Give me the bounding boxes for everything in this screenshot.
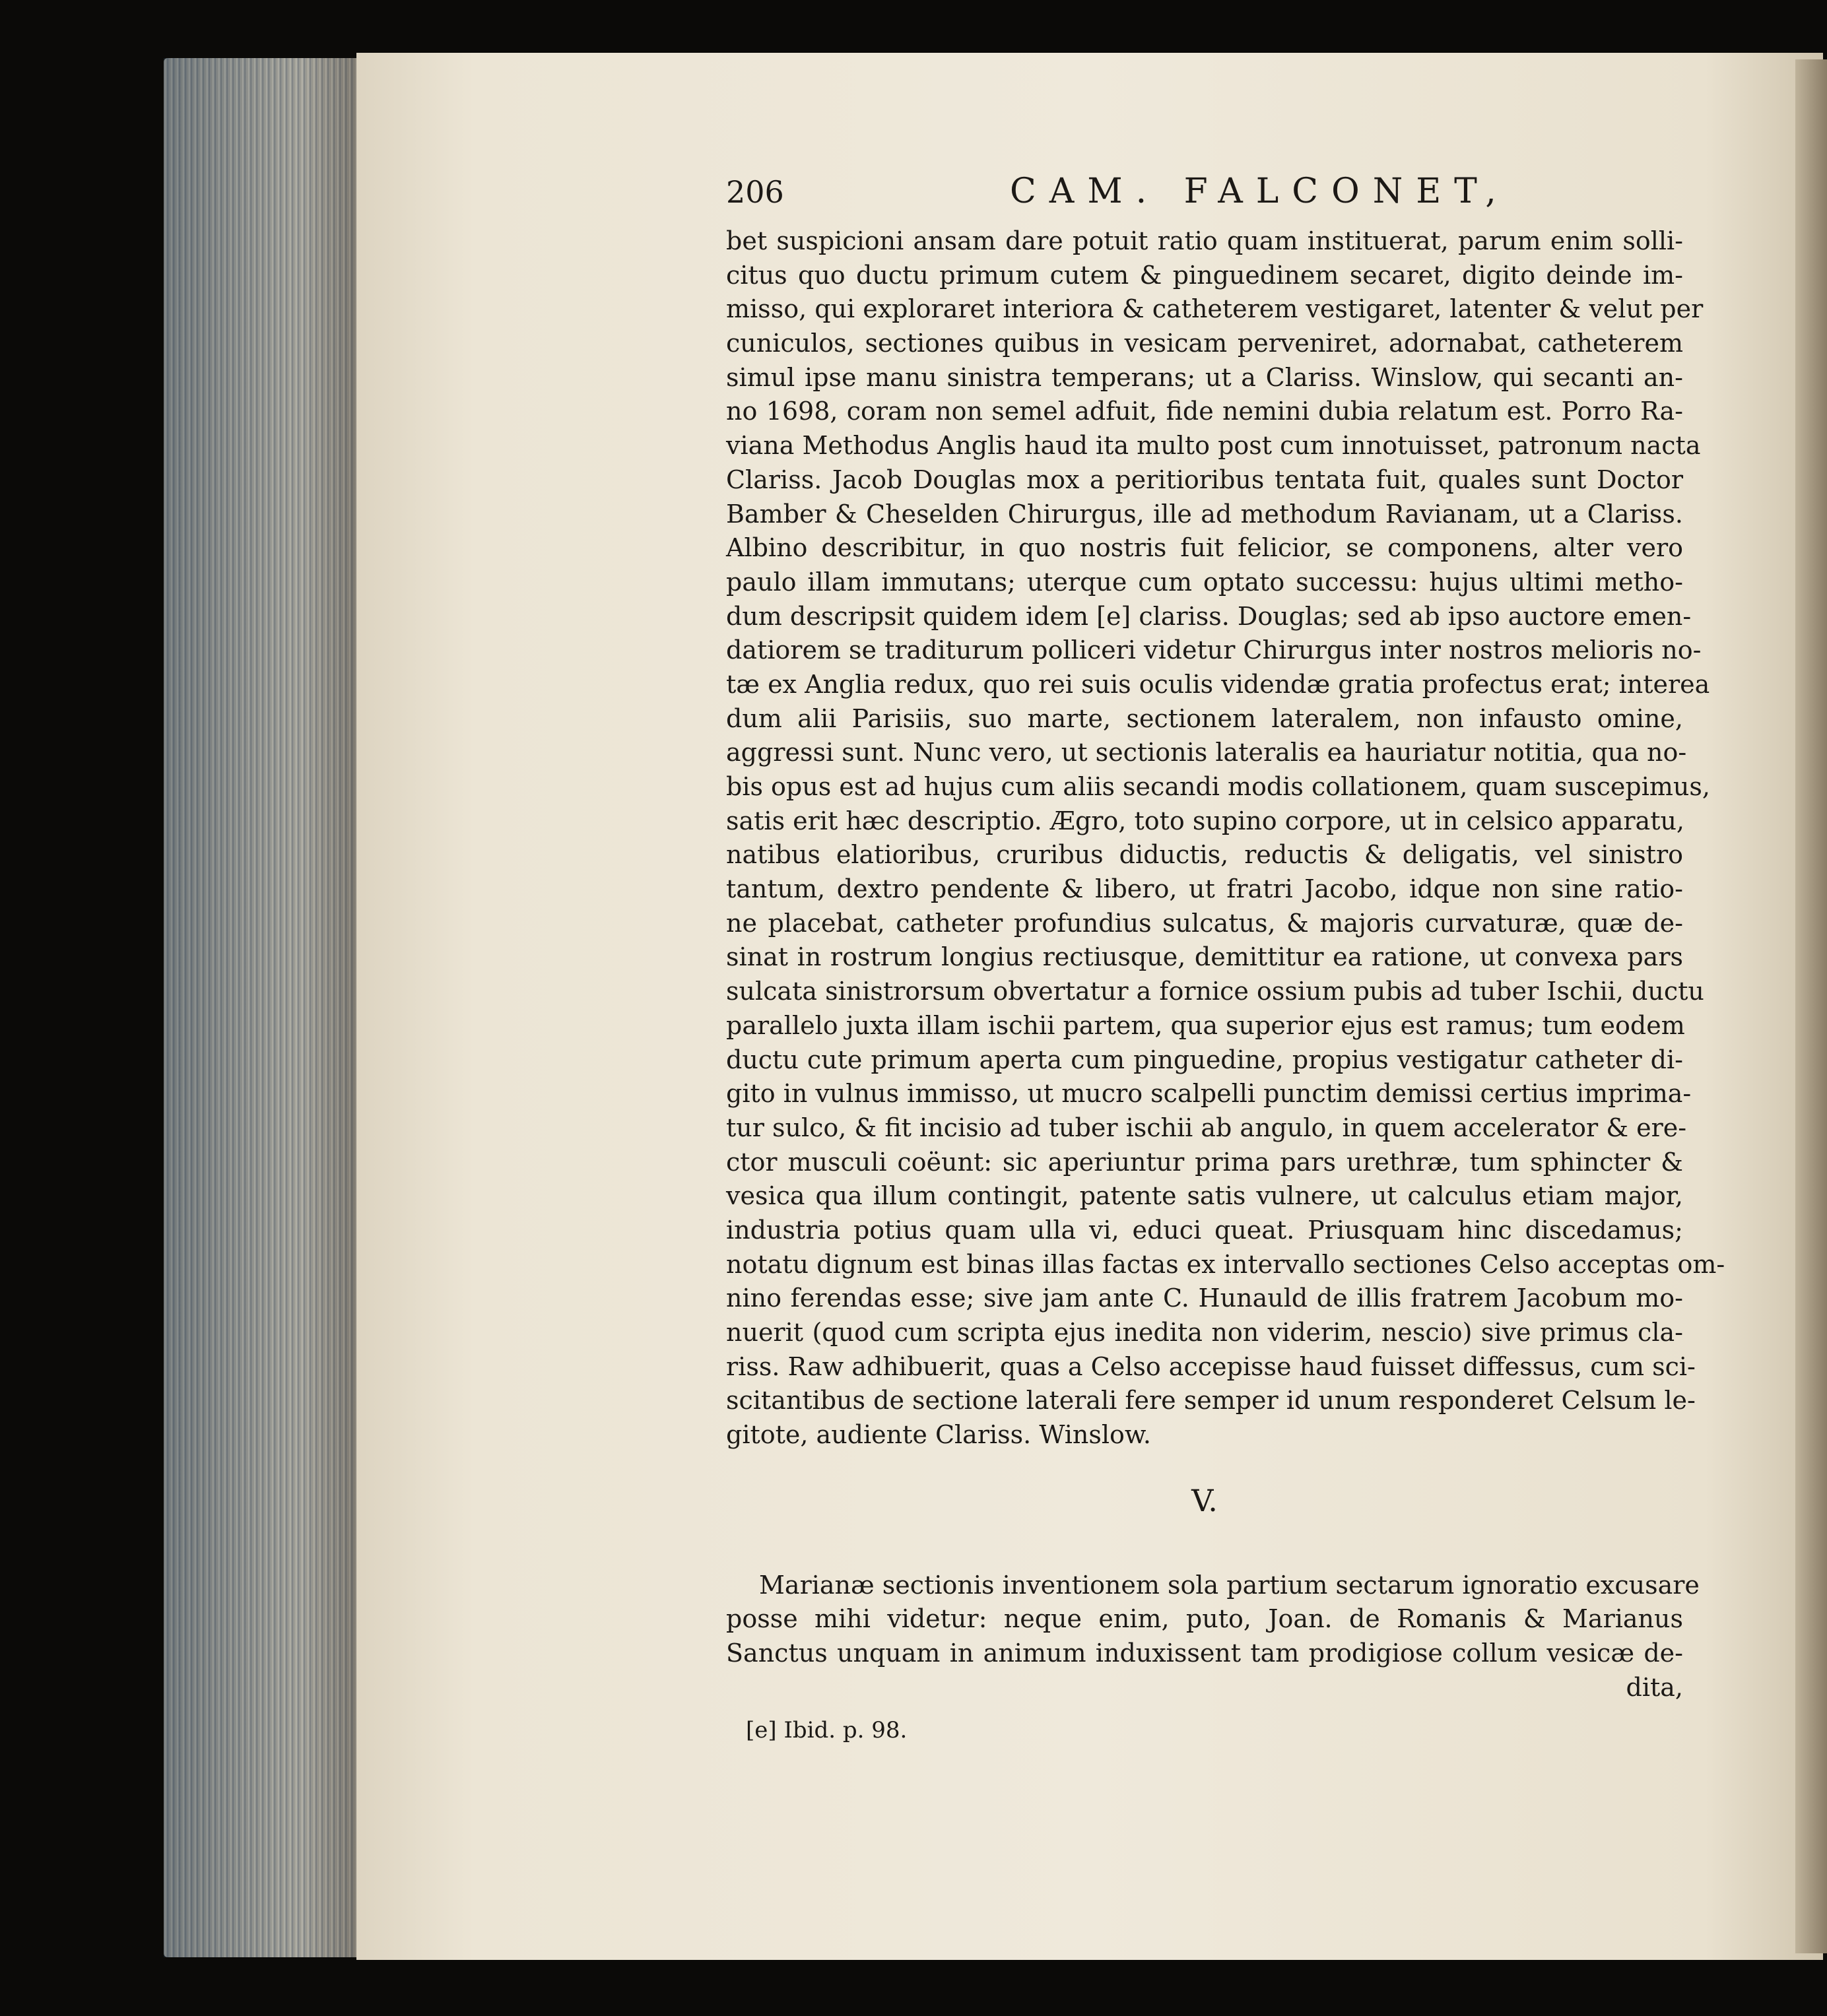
text-line: aggressi sunt. Nunc vero, ut sectionis lateralis ea hauriatur notitia, qua no- [726, 738, 1687, 767]
text-line: sinat in rostrum longius rectiusque, demittitur ea ratione, ut convexa pars [726, 942, 1683, 972]
text-line: Sanctus unquam in animum induxissent tam prodigiose collum vesicæ de- [726, 1639, 1683, 1668]
text-line: riss. Raw adhibuerit, quas a Celso accepisse haud fuisset diffessus, cum sci- [726, 1351, 1696, 1381]
text-line: citus quo ductu primum cutem & pinguedinem secaret, digito deinde im- [726, 260, 1683, 290]
text-line: datiorem se traditurum polliceri videtur Chirurgus inter nostros melioris no- [726, 635, 1702, 665]
text-line: no 1698, coram non semel adfuit, fide nemini dubia relatum est. Porro Ra- [726, 397, 1683, 426]
page-header [726, 172, 1683, 224]
catchword: dita, [1626, 1672, 1683, 1702]
text-line: bet suspicioni ansam dare potuit ratio quam instituerat, parum enim solli- [726, 226, 1683, 255]
text-line: nino ferendas esse; sive jam ante C. Hunauld de illis fratrem Jacobum mo- [726, 1284, 1683, 1313]
text-line: gitote, audiente Clariss. Winslow. [726, 1420, 1151, 1450]
text-line: tæ ex Anglia redux, quo rei suis oculis videndæ gratia profectus erat; interea [726, 669, 1710, 699]
text-line: Marianæ sectionis inventionem sola partium sectarum ignoratio excusare [759, 1570, 1700, 1600]
text-line: sulcata sinistrorsum obvertatur a fornice ossium pubis ad tuber Ischii, ductu [726, 977, 1704, 1006]
text-line: notatu dignum est binas illas factas ex intervallo sectiones Celso acceptas om- [726, 1249, 1725, 1279]
text-line: ctor musculi coëunt: sic aperiuntur prima pars urethræ, tum sphincter & [726, 1147, 1683, 1177]
text-line: misso, qui exploraret interiora & catheterem vestigaret, latenter & velut per [726, 294, 1704, 324]
footnote: [e] Ibid. p. 98. [746, 1716, 908, 1743]
text-line: simul ipse manu sinistra temperans; ut a Clariss. Winslow, qui secanti an- [726, 362, 1683, 392]
text-line: ne placebat, catheter profundius sulcatus, & majoris curvaturæ, quæ de- [726, 908, 1683, 938]
text-line: tur sulco, & fit incisio ad tuber ischii ab angulo, in quem accelerator & ere- [726, 1113, 1687, 1142]
text-line: Bamber & Cheselden Chirurgus, ille ad methodum Ravianam, ut a Clariss. [726, 499, 1683, 529]
text-line: tantum, dextro pendente & libero, ut fratri Jacobo, idque non sine ratio- [726, 874, 1683, 904]
text-line: gito in vulnus immisso, ut mucro scalpelli punctim demissi certius imprima- [726, 1079, 1692, 1109]
text-line: ductu cute primum aperta cum pinguedine, propius vestigatur catheter di- [726, 1045, 1683, 1074]
text-line: industria potius quam ulla vi, educi queat. Priusquam hinc discedamus; [726, 1215, 1683, 1245]
text-line: Clariss. Jacob Douglas mox a peritioribus tentata fuit, quales sunt Doctor [726, 465, 1683, 494]
running-head: CAM. FALCONET, [1010, 172, 1510, 211]
text-line: nuerit (quod cum scripta ejus inedita non viderim, nescio) sive primus cla- [726, 1318, 1683, 1347]
text-line: posse mihi videtur: neque enim, puto, Joan. de Romanis & Marianus [726, 1604, 1683, 1634]
section-text [726, 1569, 1700, 1671]
page-number: 206 [726, 174, 784, 210]
facing-page-edge [1795, 59, 1827, 1953]
text-line: dum descripsit quidem idem [e] clariss. Douglas; sed ab ipso auctore emen- [726, 601, 1692, 631]
text-line: paulo illam immutans; uterque cum optato successu: hujus ultimi metho- [726, 567, 1683, 597]
text-line: vesica qua illum contingit, patente satis vulnere, ut calculus etiam major, [726, 1181, 1683, 1211]
text-line: bis opus est ad hujus cum aliis secandi modis collationem, quam suscepimus, [726, 772, 1710, 801]
text-line: satis erit hæc descriptio. Ægro, toto supino corpore, ut in celsico apparatu, [726, 806, 1685, 835]
text-line: viana Methodus Anglis haud ita multo post cum innotuisset, patronum nacta [726, 431, 1701, 461]
text-line: scitantibus de sectione laterali fere semper id unum responderet Celsum le- [726, 1386, 1696, 1415]
text-block [726, 172, 1725, 1743]
text-line: parallelo juxta illam ischii partem, qua superior ejus est ramus; tum eodem [726, 1010, 1685, 1040]
section-numeral: V. [1191, 1482, 1218, 1518]
text-line: natibus elatioribus, cruribus diductis, reductis & deligatis, vel sinistro [726, 840, 1683, 870]
text-line: cuniculos, sectiones quibus in vesicam perveniret, adornabat, catheterem [726, 329, 1683, 358]
body-text [726, 224, 1725, 1452]
text-line: dum alii Parisiis, suo marte, sectionem lateralem, non infausto omine, [726, 703, 1683, 733]
text-line: Albino describitur, in quo nostris fuit felicior, se componens, alter vero [726, 533, 1683, 563]
page-stack-edge [164, 58, 362, 1957]
